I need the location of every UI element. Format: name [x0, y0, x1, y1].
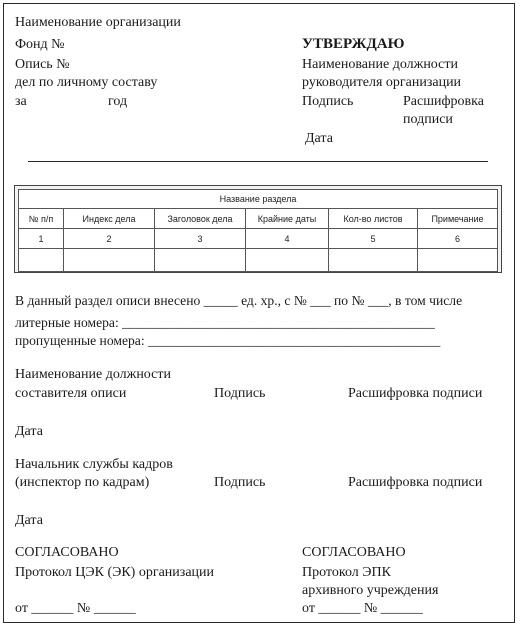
compiler-position-line2: составителя описи — [15, 386, 127, 401]
table-empty-row — [19, 249, 498, 272]
hr-head-line1: Начальник службы кадров — [15, 457, 173, 472]
number-cell: 6 — [418, 229, 498, 249]
agreed-left-protocol: Протокол ЦЭК (ЭК) организации — [15, 565, 215, 580]
header-cell: Заголовок дела — [155, 209, 246, 229]
approve-position-line2: руководителя организации — [302, 75, 462, 90]
empty-cell — [329, 249, 418, 272]
compiler-decode: Расшифровка подписи — [348, 386, 483, 401]
inventory-table — [18, 189, 498, 272]
summary-literal: литерные номера: ______________________________________________ — [15, 315, 435, 330]
agreed-right-title: СОГЛАСОВАНО — [302, 545, 406, 560]
number-cell: 3 — [155, 229, 246, 249]
header-cell: № п/п — [19, 209, 64, 229]
summary-line1: В данный раздел описи внесено _____ ед. хр., с № ___ по № ___, в том числе — [15, 293, 463, 308]
number-cell: 1 — [19, 229, 64, 249]
approve-title: УТВЕРЖДАЮ — [302, 36, 405, 52]
approve-signature: Подпись — [302, 94, 354, 109]
number-cell: 2 — [64, 229, 155, 249]
hr-head-decode: Расшифровка подписи — [348, 475, 483, 490]
header-cell: Кол-во листов — [329, 209, 418, 229]
table-number-row — [19, 229, 498, 249]
approve-decode-line2: подписи — [403, 112, 453, 127]
for-label: за — [15, 94, 27, 109]
approve-decode-line1: Расшифровка — [403, 94, 484, 109]
fund-label: Фонд № — [15, 37, 65, 52]
agreed-right-from: от ______ № ______ — [302, 601, 423, 616]
hr-head-signature: Подпись — [214, 475, 266, 490]
empty-cell — [64, 249, 155, 272]
approve-date: Дата — [305, 131, 333, 146]
compiler-signature: Подпись — [214, 386, 266, 401]
compiler-date: Дата — [15, 424, 43, 439]
hr-head-line2: (инспектор по кадрам) — [15, 475, 150, 490]
header-cell: Индекс дела — [64, 209, 155, 229]
agreed-left-from: от ______ № ______ — [15, 601, 136, 616]
hr-head-date: Дата — [15, 513, 43, 528]
section-title-cell: Название раздела — [19, 190, 498, 209]
agreed-right-protocol: Протокол ЭПК — [302, 565, 391, 580]
empty-cell — [19, 249, 64, 272]
empty-cell — [246, 249, 329, 272]
empty-cell — [418, 249, 498, 272]
number-cell: 5 — [329, 229, 418, 249]
summary-missing: пропущенные номера: ___________________________________________ — [15, 333, 441, 348]
number-cell: 4 — [246, 229, 329, 249]
empty-cell — [155, 249, 246, 272]
header-cell: Крайние даты — [246, 209, 329, 229]
compiler-position-line1: Наименование должности — [15, 367, 171, 382]
header-cell: Примечание — [418, 209, 498, 229]
inventory-label: Опись № — [15, 57, 70, 72]
agreed-right-institution: архивного учреждения — [302, 583, 439, 598]
separator-line — [28, 161, 488, 162]
year-label: год — [108, 94, 128, 109]
agreed-left-title: СОГЛАСОВАНО — [15, 545, 119, 560]
table-header-row — [19, 209, 498, 229]
approve-position-line1: Наименование должности — [302, 57, 458, 72]
cases-label: дел по личному составу — [15, 75, 158, 90]
org-name-label: Наименование организации — [15, 15, 181, 30]
